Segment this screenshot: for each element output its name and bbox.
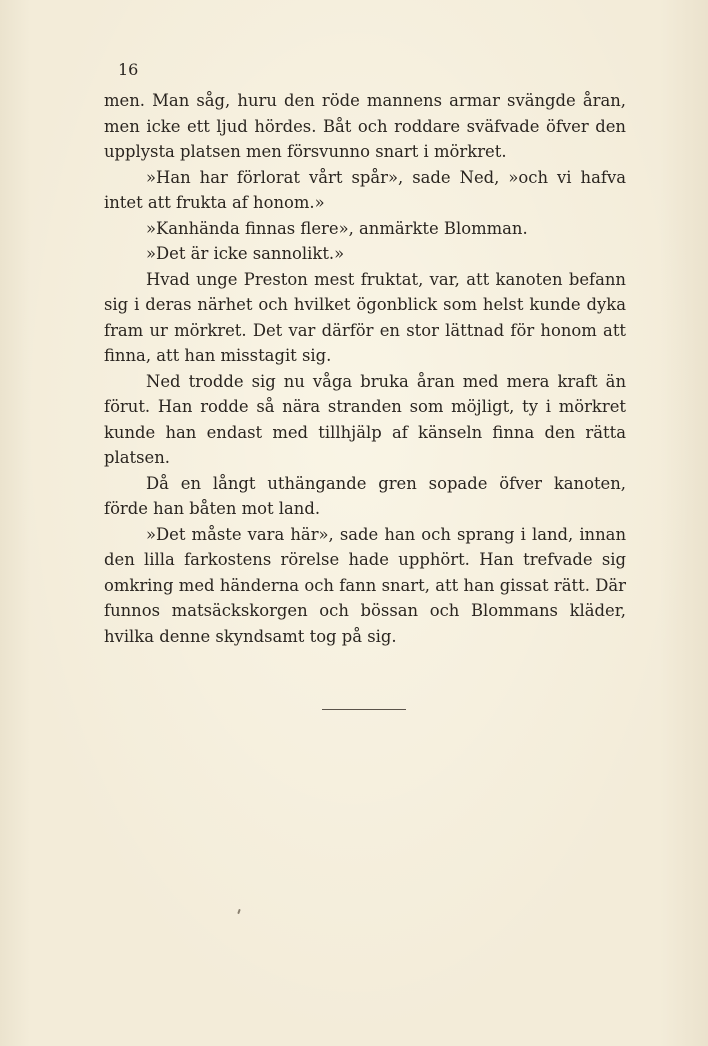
paragraph: »Han har förlorat vårt spår», sade Ned, »och vi hafva intet att frukta af honom.» xyxy=(104,167,626,212)
paragraph: »Kanhända finnas flere», anmärkte Blomman. xyxy=(146,218,528,238)
paragraph: »Det är icke sannolikt.» xyxy=(146,244,345,263)
paragraph: »Det måste vara här», sade han och sprang i land, innan den lilla farkostens rörelse hade upphört. Han trefvade sig omkring med händerna och fann snart, att han gissat rätt. Där funnos matsäckskorgen och bössan och Blommans kläder, hvilka denne skyndsamt tog på sig. xyxy=(104,524,626,646)
page-number: 16 xyxy=(118,60,139,79)
paragraph: men. Man såg, huru den röde mannens armar svängde åran, men icke ett ljud hördes. Båt och roddare sväfvade öfver den upplysta platsen men försvunno snart i mörkret. xyxy=(104,91,626,161)
paragraph: Ned trodde sig nu våga bruka åran med mera kraft än förut. Han rodde så nära stranden som möjligt, ty i mörkret kunde han endast med tillhjälp af känseln finna den rätta platsen. xyxy=(104,371,626,467)
paper-speck xyxy=(237,909,241,914)
section-divider xyxy=(322,709,406,710)
paragraph: Hvad unge Preston mest fruktat, var, att kanoten befann sig i deras närhet och hvilket ögonblick som helst kunde dyka fram ur mörkret. Det var därför en stor lättnad för honom att finna, att han misstagit sig. xyxy=(104,269,626,365)
body-text xyxy=(104,88,626,649)
paragraph: Då en långt uthängande gren sopade öfver kanoten, förde han båten mot land. xyxy=(104,473,626,518)
